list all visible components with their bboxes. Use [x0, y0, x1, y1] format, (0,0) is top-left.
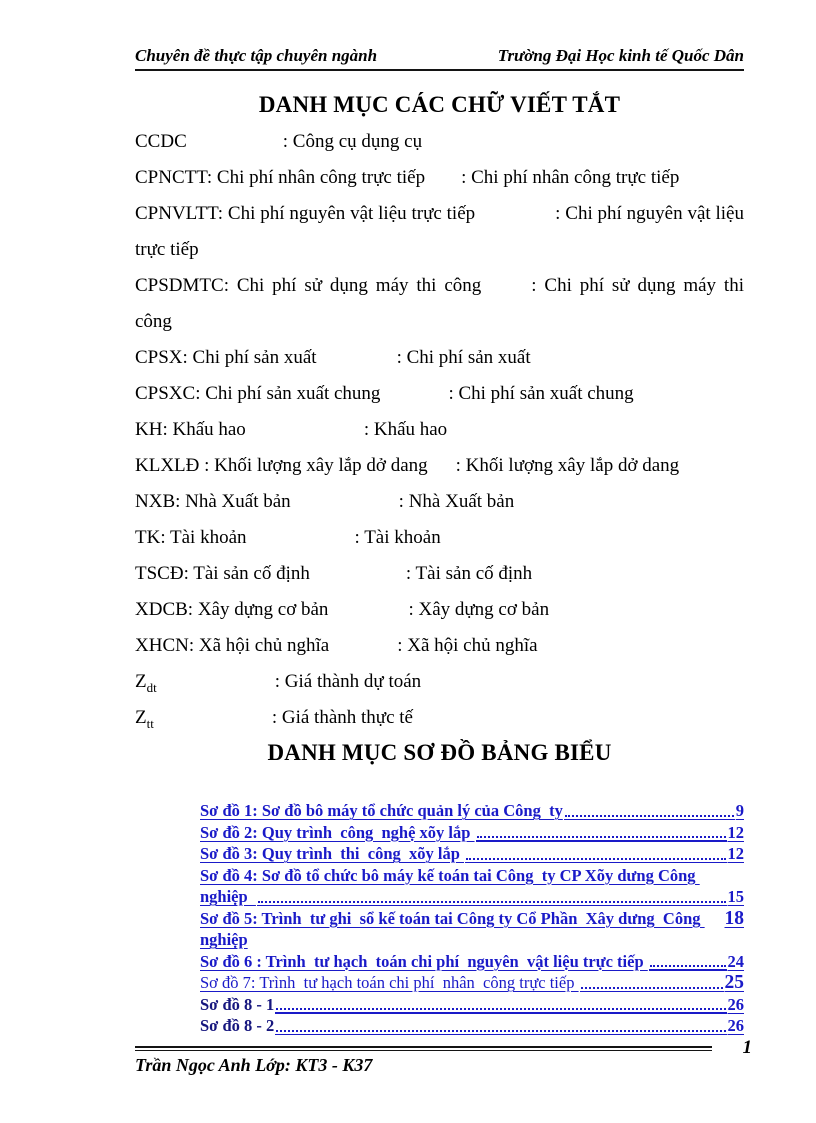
- abbrev-definition: : Tài sản cố định: [405, 563, 533, 584]
- toc-page-number: 25: [724, 972, 744, 993]
- toc-entry-label: Sơ đồ 5: Trình tư ghi sổ kế toán tai Công ty Cổ Phần Xây dưng Công nghiệp: [200, 908, 705, 949]
- abbrev-definition: : Xã hội chủ nghĩa: [397, 635, 538, 656]
- column-gap: [247, 542, 355, 543]
- page-header: [135, 46, 744, 66]
- toc-page-number: 12: [727, 822, 744, 842]
- abbrev-definition: : Chi phí sử dụng máy thi công: [135, 275, 744, 332]
- toc-entry-label: Sơ đồ 6 : Trình tư hạch toán chi phí nguyên vật liệu trực tiếp: [200, 951, 648, 971]
- abbrev-definition: : Công cụ dụng cụ: [282, 131, 423, 152]
- abbrev-row: [135, 556, 744, 592]
- abbrev-row: [135, 448, 744, 484]
- header-right-text: Trường Đại Học kinh tế Quốc Dân: [497, 46, 744, 65]
- dot-leader: [465, 843, 726, 865]
- toc-entry[interactable]: [200, 800, 744, 822]
- abbrev-definition: : Giá thành dự toán: [274, 671, 422, 692]
- abbrev-row: [135, 160, 744, 196]
- column-gap: [380, 398, 448, 399]
- toc-entry[interactable]: [200, 951, 744, 973]
- abbrev-code: XDCB: Xây dựng cơ bản: [135, 599, 329, 620]
- column-gap: [328, 614, 408, 615]
- column-gap: [187, 146, 283, 147]
- toc-entry[interactable]: [200, 822, 744, 844]
- column-gap: [481, 290, 531, 291]
- toc-page-number: 9: [735, 801, 744, 820]
- abbrev-definition: : Tài khoản: [354, 527, 441, 548]
- abbrev-row: [135, 592, 744, 628]
- diagrams-title: DANH MỤC SƠ ĐỒ BẢNG BIỂU: [267, 740, 612, 765]
- column-gap: [475, 218, 555, 219]
- abbrev-code: KH: Khấu hao: [135, 419, 246, 440]
- abbrev-row: [135, 196, 744, 268]
- toc-entry[interactable]: [200, 1015, 744, 1037]
- abbrev-code: KLXLĐ : Khối lượng xây lắp dở dang: [135, 455, 428, 476]
- abbrev-definition: : Chi phí nguyên vật liệu trực tiếp: [135, 203, 744, 260]
- toc-entry[interactable]: [200, 843, 744, 865]
- abbrev-subscript: dt: [146, 679, 157, 695]
- abbrev-definition: : Nhà Xuất bản: [398, 491, 515, 512]
- column-gap: [329, 650, 397, 651]
- toc-entry[interactable]: [200, 972, 744, 994]
- column-gap: [291, 506, 399, 507]
- abbreviations-list: [135, 124, 744, 736]
- abbrev-code: CPNVLTT: Chi phí nguyên vật liệu trực tiếp: [135, 203, 476, 224]
- column-gap: [154, 722, 272, 723]
- abbrev-code: CPSXC: Chi phí sản xuất chung: [135, 383, 381, 404]
- abbrev-definition: : Chi phí nhân công trực tiếp: [461, 167, 680, 188]
- toc-page-number: 15: [727, 887, 744, 906]
- dot-leader: [649, 951, 727, 973]
- toc-entry-label: Sơ đồ 4: Sơ đồ tổ chức bô máy kế toán tai Công ty CP Xõy dưng Công: [200, 865, 700, 885]
- abbrev-definition: : Khấu hao: [363, 419, 448, 440]
- abbrev-code: XHCN: Xã hội chủ nghĩa: [135, 635, 330, 656]
- abbrev-subscript: tt: [146, 715, 154, 731]
- toc-entry-label: Sơ đồ 3: Quy trình thi công xõy lắp: [200, 844, 465, 863]
- toc-entry-label: Sơ đồ 8 - 2: [200, 1016, 275, 1035]
- abbrev-code: Z: [135, 671, 147, 692]
- abbrev-row: [135, 664, 744, 700]
- abbrev-code: CPSX: Chi phí sản xuất: [135, 347, 317, 368]
- abbreviations-title: DANH MỤC CÁC CHỮ VIẾT TẮT: [258, 92, 621, 117]
- diagram-toc: [200, 800, 744, 1037]
- dot-leader: [257, 886, 727, 908]
- page-footer: [135, 1037, 752, 1076]
- toc-page-number: 26: [727, 994, 744, 1014]
- footer-rule: [135, 1046, 712, 1051]
- abbrev-row: [135, 376, 744, 412]
- abbrev-row: [135, 700, 744, 736]
- abbrev-row: [135, 268, 744, 340]
- column-gap: [425, 182, 461, 183]
- abbrev-definition: : Khối lượng xây lắp dở dang: [455, 455, 680, 476]
- abbrev-code: CPSDMTC: Chi phí sử dụng máy thi công: [135, 275, 482, 296]
- header-rule: [135, 69, 744, 71]
- abbrev-definition: : Giá thành thực tế: [271, 707, 413, 728]
- abbrev-definition: : Chi phí sản xuất chung: [448, 383, 634, 404]
- abbrev-row: [135, 520, 744, 556]
- column-gap: [317, 362, 397, 363]
- toc-page-number: 26: [727, 1016, 744, 1035]
- dot-leader: [580, 972, 724, 994]
- toc-entry-label: nghiệp: [200, 887, 256, 906]
- toc-page-number: 24: [727, 951, 744, 971]
- abbrev-row: [135, 484, 744, 520]
- toc-entry[interactable]: [200, 994, 744, 1016]
- toc-entry-label: Sơ đồ 7: Trình tư hạch toán chi phí nhân công trực tiếp: [200, 973, 579, 992]
- footer-author: Trần Ngọc Anh Lớp: KT3 - K37: [135, 1055, 373, 1075]
- abbrev-code: NXB: Nhà Xuất bản: [135, 491, 291, 512]
- toc-entry-label: Sơ đồ 8 - 1: [200, 994, 275, 1014]
- column-gap: [428, 470, 456, 471]
- abbrev-definition: : Chi phí sản xuất: [396, 347, 531, 368]
- column-gap: [310, 578, 406, 579]
- page-number: 1: [742, 1037, 752, 1058]
- dot-leader: [275, 994, 726, 1016]
- abbrev-definition: : Xây dựng cơ bản: [408, 599, 550, 620]
- toc-entry-label: Sơ đồ 1: Sơ đồ bô máy tổ chức quản lý của Công ty: [200, 801, 563, 820]
- toc-page-number: 12: [727, 844, 744, 863]
- toc-entry[interactable]: [200, 865, 744, 887]
- column-gap: [246, 434, 364, 435]
- abbrev-row: [135, 124, 744, 160]
- dot-leader: [476, 822, 727, 844]
- column-gap: [157, 686, 275, 687]
- dot-leader: [564, 800, 735, 822]
- abbrev-code: CPNCTT: Chi phí nhân công trực tiếp: [135, 167, 426, 188]
- toc-entry[interactable]: [200, 908, 744, 951]
- toc-page-number: 18: [724, 907, 744, 929]
- header-left-text: Chuyên đề thực tập chuyên ngành: [135, 46, 378, 65]
- abbrev-row: [135, 628, 744, 664]
- abbrev-row: [135, 340, 744, 376]
- abbrev-code: Z: [135, 707, 147, 728]
- dot-leader: [275, 1015, 726, 1037]
- abbrev-code: CCDC: [135, 131, 187, 152]
- toc-entry[interactable]: [200, 886, 744, 908]
- abbrev-code: TSCĐ: Tài sản cố định: [135, 563, 310, 584]
- toc-entry-label: Sơ đồ 2: Quy trình công nghệ xõy lắp: [200, 822, 475, 842]
- abbrev-row: [135, 412, 744, 448]
- abbrev-code: TK: Tài khoản: [135, 527, 247, 548]
